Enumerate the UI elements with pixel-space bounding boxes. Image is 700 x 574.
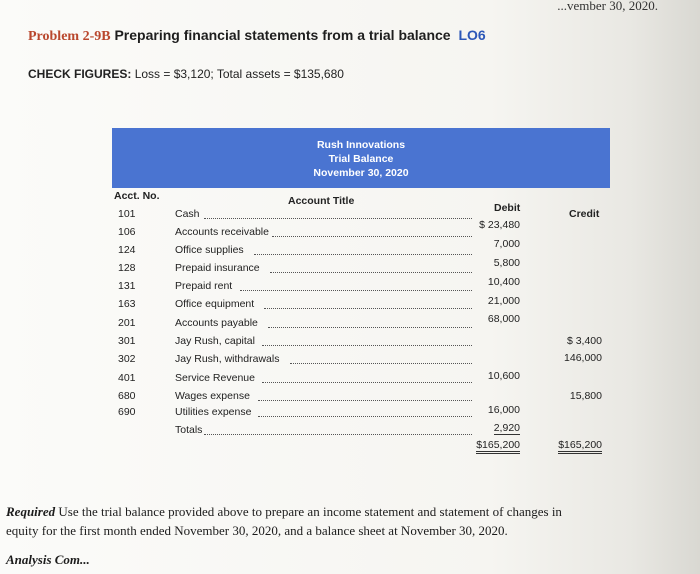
col-header-title: Account Title xyxy=(288,195,355,207)
debit-amount: 5,800 xyxy=(493,257,520,269)
check-figures xyxy=(28,67,344,81)
debit-amount: 2,920 xyxy=(493,422,520,434)
learning-objective-link[interactable]: LO6 xyxy=(458,27,486,43)
trial-balance-banner xyxy=(112,128,610,188)
acct-no: 128 xyxy=(118,262,136,274)
dotted-leader xyxy=(240,290,472,291)
totals-row xyxy=(112,439,610,457)
account-title: Wages expense xyxy=(175,390,250,402)
account-title: Accounts receivable xyxy=(175,226,269,238)
totals-label: Totals xyxy=(175,424,203,436)
acct-no: 124 xyxy=(118,244,136,256)
cut-off-text: ...vember 30, 2020. xyxy=(557,0,658,13)
acct-no: 302 xyxy=(118,353,136,365)
credit-amount: 146,000 xyxy=(564,352,602,364)
acct-no: 101 xyxy=(118,208,136,220)
account-title: Office supplies xyxy=(175,244,244,256)
report-name: Trial Balance xyxy=(328,153,394,165)
dotted-leader xyxy=(270,272,472,273)
credit-amount: 15,800 xyxy=(569,390,602,402)
check-figures-label: CHECK FIGURES: xyxy=(28,67,132,81)
dotted-leader xyxy=(290,363,472,364)
account-title: Cash xyxy=(175,208,200,220)
table-row xyxy=(112,353,610,371)
table-row xyxy=(112,372,610,390)
total-credit: $165,200 xyxy=(558,439,602,454)
acct-no: 106 xyxy=(118,226,136,238)
col-header-debit: Debit xyxy=(494,202,521,214)
total-debit: $165,200 xyxy=(476,439,520,454)
problem-number: Problem 2-9B xyxy=(28,29,111,44)
problem-heading xyxy=(28,27,486,45)
required-label: Required xyxy=(6,504,56,519)
acct-no: 401 xyxy=(118,372,136,384)
debit-amount: 10,400 xyxy=(487,276,520,288)
dotted-leader xyxy=(262,345,472,346)
col-header-acct: Acct. No. xyxy=(114,190,160,202)
required-line-1: Use the trial balance provided above to prepare an income statement and statement of changes in xyxy=(58,504,562,519)
debit-amount: 21,000 xyxy=(487,295,520,307)
credit-amount: $ 3,400 xyxy=(566,335,602,347)
account-title: Prepaid insurance xyxy=(175,262,260,274)
table-row xyxy=(112,404,610,422)
trial-balance-table xyxy=(112,128,610,470)
debit-amount: 68,000 xyxy=(487,313,520,325)
problem-title: Preparing financial statements from a trial balance xyxy=(114,27,451,43)
account-title: Accounts payable xyxy=(175,317,258,329)
analysis-component-heading: Analysis Com... xyxy=(6,552,90,567)
dotted-leader xyxy=(204,434,472,435)
account-title: Utilities expense xyxy=(175,406,252,418)
col-header-credit: Credit xyxy=(569,208,600,220)
debit-amount: 16,000 xyxy=(487,404,520,416)
debit-amount: 10,600 xyxy=(487,370,520,382)
acct-no: 201 xyxy=(118,317,136,329)
account-title: Prepaid rent xyxy=(175,280,233,292)
table-row xyxy=(112,335,610,353)
company-name: Rush Innovations xyxy=(316,139,406,151)
acct-no: 163 xyxy=(118,298,136,310)
account-title: Office equipment xyxy=(175,298,255,310)
dotted-leader xyxy=(254,254,472,255)
account-title: Service Revenue xyxy=(175,372,255,384)
required-line-2: equity for the first month ended November 30, 2020, and a balance sheet at November 30, 2020. xyxy=(6,523,508,538)
acct-no: 131 xyxy=(118,280,136,292)
debit-amount: 7,000 xyxy=(493,238,520,250)
dotted-leader xyxy=(262,382,472,383)
acct-no: 690 xyxy=(118,406,136,418)
acct-no: 680 xyxy=(118,390,136,402)
report-date: November 30, 2020 xyxy=(313,167,409,179)
table-row xyxy=(112,317,610,335)
check-figures-text: Loss = $3,120; Total assets = $135,680 xyxy=(134,67,344,81)
required-instructions xyxy=(6,502,696,540)
account-title: Jay Rush, withdrawals xyxy=(175,353,280,365)
acct-no: 301 xyxy=(118,335,136,347)
account-title: Jay Rush, capital xyxy=(175,335,255,347)
dotted-leader xyxy=(268,327,472,328)
debit-amount: $ 23,480 xyxy=(479,219,520,231)
dotted-leader xyxy=(264,308,472,309)
dotted-leader xyxy=(272,236,472,237)
dotted-leader xyxy=(258,400,472,401)
